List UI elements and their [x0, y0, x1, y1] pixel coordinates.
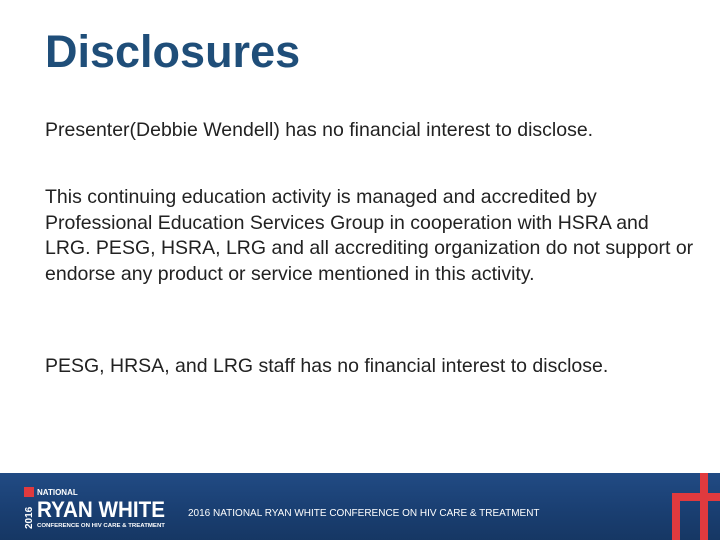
logo-year: 2016: [24, 506, 35, 529]
mark-left-leg: [672, 501, 680, 540]
accreditation-statement: This continuing education activity is managed and accredited by Professional Education Services Group in cooperation with HSRA and LRG. PESG, HSRA, LRG and all accrediting organization do not support or endorse any product or service mentioned in this activity.: [45, 186, 694, 285]
logo-national: NATIONAL: [37, 488, 78, 497]
slide-title: Disclosures: [45, 26, 301, 77]
presenter-disclosure: Presenter(Debbie Wendell) has no financial interest to disclose.: [45, 119, 594, 141]
logo-red-square: [24, 487, 34, 497]
mark-horizontal-bar: [672, 493, 720, 501]
footer-caption: 2016 NATIONAL RYAN WHITE CONFERENCE ON HIV CARE & TREATMENT: [188, 508, 540, 519]
footer-banner: [0, 473, 720, 540]
mark-vertical-bar: [700, 473, 708, 540]
logo-name: RYAN WHITE: [37, 497, 165, 522]
ryan-white-logo-icon: [22, 485, 172, 535]
logo-tagline: CONFERENCE ON HIV CARE & TREATMENT: [37, 523, 166, 529]
staff-disclosure: PESG, HRSA, and LRG staff has no financial interest to disclose.: [45, 355, 609, 377]
red-cross-mark-icon: [660, 473, 720, 540]
